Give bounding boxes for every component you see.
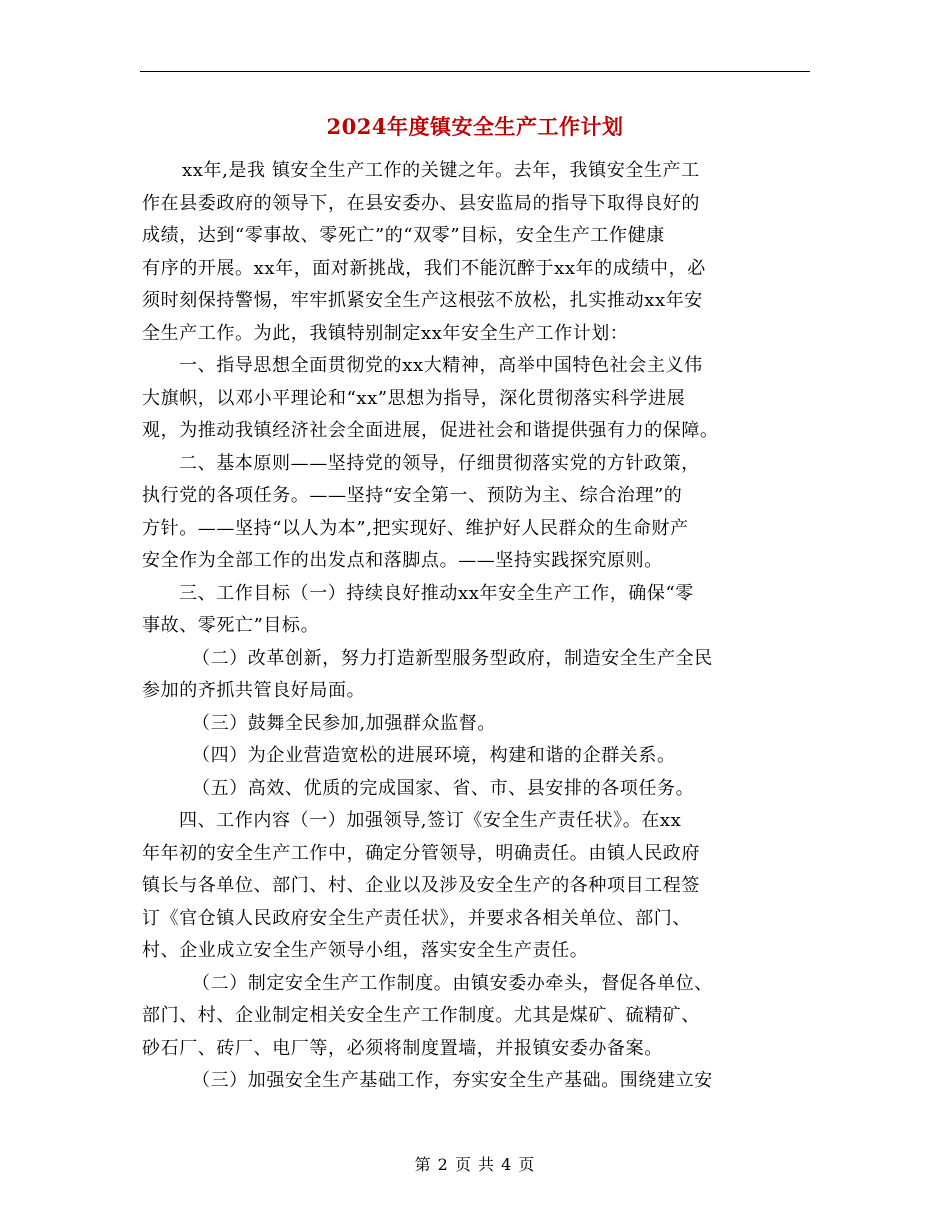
document-body — [142, 155, 812, 1098]
page-footer — [0, 1153, 950, 1177]
body-line: 订《官仓镇人民政府安全生产责任状》，并要求各相关单位、部门、 — [142, 907, 691, 929]
body-line: 须时刻保持警惕，牢牢抓紧安全生产这根弦不放松，扎实推动xx年安 — [142, 290, 703, 311]
body-line: （二）改革创新，努力打造新型服务型政府，制造安全生产全民 — [192, 647, 713, 669]
body-line: 方针。——坚持“以人为本”,把实现好、维护好人民群众的生命财产 — [142, 517, 689, 539]
body-line: 一、指导思想全面贯彻党的xx大精神，高举中国特色社会主义伟 — [179, 355, 703, 376]
body-line: 有序的开展。xx年，面对新挑战，我们不能沉醉于xx年的成绩中，必 — [142, 257, 706, 279]
body-line: 安全作为全部工作的出发点和落脚点。——坚持实践探究原则。 — [142, 550, 663, 571]
body-line: 观，为推动我镇经济社会全面进展，促进社会和谐提供强有力的保障。 — [142, 420, 719, 441]
footer-prefix: 第 — [414, 1155, 432, 1174]
body-line: 事故、零死亡”目标。 — [142, 615, 320, 636]
body-line: 二、基本原则——坚持党的领导，仔细贯彻落实党的方针政策， — [179, 452, 700, 474]
body-line: 镇长与各单位、部门、村、企业以及涉及安全生产的各种项目工程签 — [142, 875, 700, 896]
body-line: 年年初的安全生产工作中，确定分管领导，明确责任。由镇人民政府 — [142, 842, 700, 864]
body-line: 作在县委政府的领导下，在县安委办、县安监局的指导下取得良好的 — [142, 192, 700, 214]
body-line: 四、工作内容（一）加强领导,签订《安全生产责任状》。在xx — [179, 810, 682, 831]
body-line: 三、工作目标（一）持续良好推动xx年安全生产工作，确保“零 — [179, 582, 694, 604]
footer-page-number: 2 — [437, 1155, 449, 1174]
document-title: 2024年度镇安全生产工作计划 — [326, 114, 624, 139]
footer-total-pages: 4 — [501, 1155, 513, 1174]
body-line: （五）高效、优质的完成国家、省、市、县安排的各项任务。 — [192, 777, 695, 799]
footer-middle: 页 共 — [454, 1155, 496, 1174]
body-line: 村、企业成立安全生产领导小组，落实安全生产责任。 — [142, 940, 589, 961]
body-line: （二）制定安全生产工作制度。由镇安委办牵头，督促各单位、 — [192, 972, 713, 994]
body-line: 参加的齐抓共管良好局面。 — [142, 680, 366, 701]
body-line: （三）鼓舞全民参加,加强群众监督。 — [192, 712, 496, 734]
body-line: 大旗帜，以邓小平理论和“xx”思想为指导，深化贯彻落实科学进展 — [142, 387, 686, 409]
body-line: （三）加强安全生产基础工作，夯实安全生产基础。围绕建立安 — [192, 1070, 713, 1091]
header-rule — [140, 71, 810, 72]
body-line: 执行党的各项任务。——坚持“安全第一、预防为主、综合治理”的 — [142, 485, 683, 506]
body-line: 成绩，达到“零事故、零死亡”的“双零”目标，安全生产工作健康 — [142, 225, 665, 246]
body-line: xx年,是我 镇安全生产工作的关键之年。去年，我镇安全生产工 — [182, 160, 700, 181]
body-line: 砂石厂、砖厂、电厂等，必须将制度置墙，并报镇安委办备案。 — [142, 1037, 663, 1059]
body-line: 全生产工作。为此，我镇特别制定xx年安全生产工作计划： — [142, 322, 629, 344]
body-line: 部门、村、企业制定相关安全生产工作制度。尤其是煤矿、硫精矿、 — [142, 1005, 700, 1026]
footer-suffix: 页 — [518, 1155, 536, 1174]
body-line: （四）为企业营造宽松的进展环境，构建和谐的企群关系。 — [192, 745, 676, 766]
